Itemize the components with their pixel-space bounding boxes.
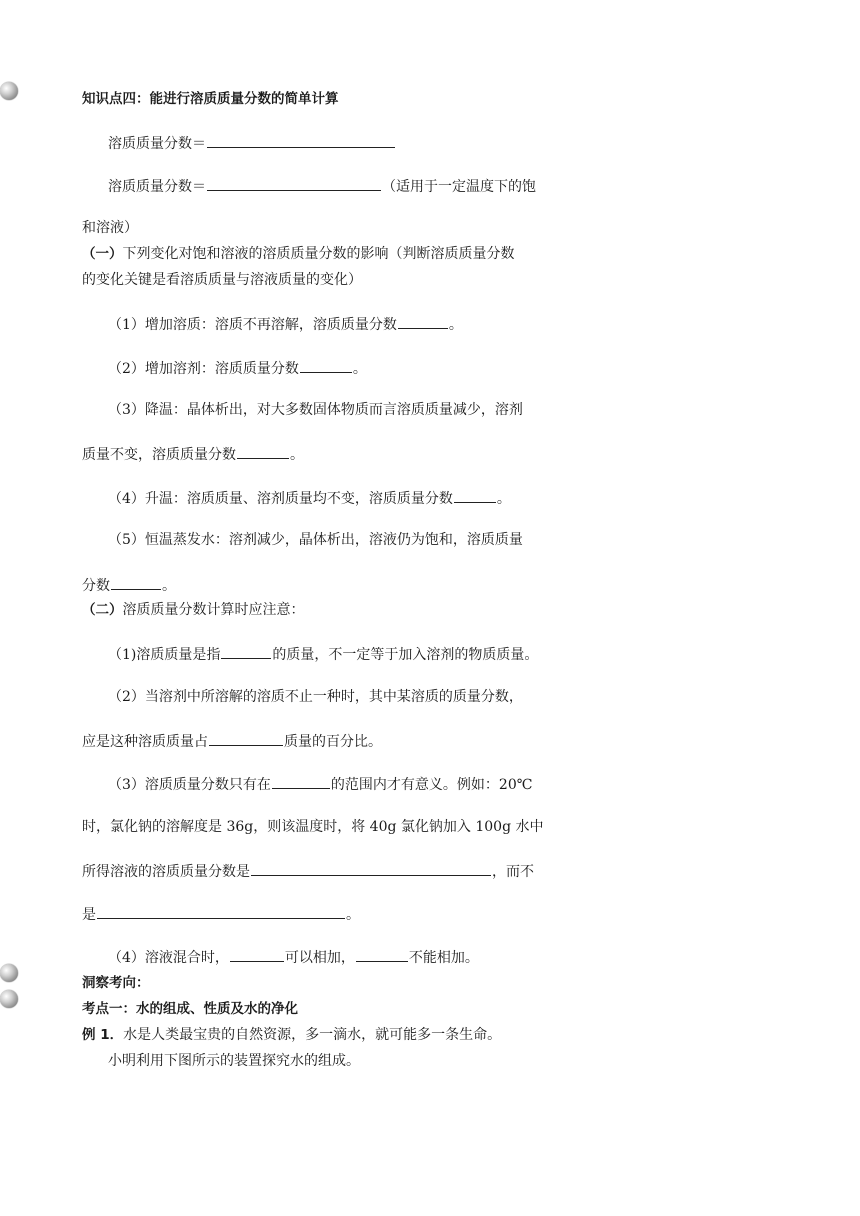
section1-label: （一） (82, 246, 123, 262)
list-item: （5）恒温蒸发水：溶剂减少，晶体析出，溶液仍为饱和，溶质质量 (108, 532, 523, 548)
item-text: ，而不 (492, 864, 534, 880)
list-item-cont (82, 730, 382, 752)
item-text: 应是这种溶质质量占 (82, 734, 208, 750)
list-item (108, 357, 367, 379)
list-item: （2）当溶剂中所溶解的溶质不止一种时，其中某溶质的质量分数， (108, 689, 523, 705)
list-item-cont (82, 903, 360, 925)
formula-label: 溶质质量分数＝ (108, 179, 206, 195)
blank-field[interactable] (230, 946, 284, 962)
formula-line-2 (108, 175, 536, 197)
binder-hole-icon (0, 82, 18, 100)
blank-field[interactable] (97, 903, 345, 919)
blank-field[interactable] (398, 313, 448, 329)
topic-heading: 考点一：水的组成、性质及水的净化 (82, 1001, 298, 1017)
item-text: 所得溶液的溶质质量分数是 (82, 864, 250, 880)
list-item-cont: 时，氯化钠的溶解度是 36g，则该温度时，将 40g 氯化钠加入 100g 水中 (82, 819, 544, 835)
list-item-cont (82, 860, 534, 882)
list-item (108, 487, 511, 509)
section2-title (82, 600, 305, 620)
list-item (108, 773, 532, 795)
blank-field[interactable] (237, 443, 289, 459)
item-end: 。 (346, 907, 360, 923)
formula-line-1 (108, 132, 396, 154)
binder-hole-icon (0, 990, 18, 1008)
insight-heading: 洞察考向： (82, 975, 150, 991)
blank-field[interactable] (272, 773, 330, 789)
item-text: （4）溶液混合时， (108, 950, 229, 966)
example-line-2: 小明利用下图所示的装置探究水的组成。 (108, 1053, 360, 1069)
example-line (82, 1025, 501, 1045)
item-end: 。 (162, 578, 176, 594)
item-text: 分数 (82, 578, 110, 594)
blank-field[interactable] (207, 175, 381, 191)
list-item (108, 946, 479, 968)
section2-label: （二） (82, 602, 123, 618)
item-text: 质量的百分比。 (284, 734, 382, 750)
example-text: 水是人类最宝贵的自然资源，多一滴水，就可能多一条生命。 (123, 1027, 502, 1043)
blank-field[interactable] (454, 487, 496, 503)
section1-title (82, 244, 515, 264)
list-item: （3）降温：晶体析出，对大多数固体物质而言溶质质量减少，溶剂 (108, 402, 523, 418)
item-text: （1）增加溶质：溶质不再溶解，溶质质量分数 (108, 317, 397, 333)
formula-note-cont: 和溶液） (82, 220, 138, 236)
item-text: 可以相加， (284, 950, 355, 966)
section-heading: 知识点四：能进行溶质质量分数的简单计算 (82, 91, 339, 107)
item-text: 是 (82, 907, 96, 923)
blank-field[interactable] (209, 730, 283, 746)
item-end: 。 (352, 361, 367, 377)
blank-field[interactable] (356, 946, 408, 962)
list-item (108, 643, 538, 665)
item-text: 的范围内才有意义。例如：20℃ (330, 777, 533, 793)
item-end: 。 (290, 447, 304, 463)
binder-hole-icon (0, 964, 18, 982)
item-end: 。 (448, 317, 463, 333)
item-end: 。 (496, 491, 511, 507)
section1-text-cont: 的变化关键是看溶质质量与溶液质量的变化） (82, 272, 362, 288)
list-item (108, 313, 463, 335)
section2-text: 溶质质量分数计算时应注意： (122, 602, 305, 618)
item-text: 的质量，不一定等于加入溶剂的物质质量。 (272, 647, 539, 663)
item-text: 不能相加。 (408, 950, 479, 966)
item-text: 质量不变，溶质质量分数 (82, 447, 236, 463)
example-label: 例 1． (82, 1027, 124, 1043)
blank-field[interactable] (111, 574, 161, 590)
list-item-cont (82, 443, 304, 465)
item-text: （4）升温：溶质质量、溶剂质量均不变，溶质质量分数 (108, 491, 453, 507)
blank-field[interactable] (207, 132, 395, 148)
formula-note: （适用于一定温度下的饱 (382, 179, 536, 195)
section1-text: 下列变化对饱和溶液的溶质质量分数的影响（判断溶质质量分数 (122, 246, 515, 262)
blank-field[interactable] (251, 860, 491, 876)
item-text: （2）增加溶剂：溶质质量分数 (108, 361, 299, 377)
item-text: （1)溶质质量是指 (108, 647, 221, 663)
formula-label: 溶质质量分数＝ (108, 136, 206, 152)
blank-field[interactable] (221, 643, 271, 659)
list-item-cont (82, 574, 176, 596)
item-text: （3）溶质质量分数只有在 (108, 777, 271, 793)
blank-field[interactable] (300, 357, 352, 373)
